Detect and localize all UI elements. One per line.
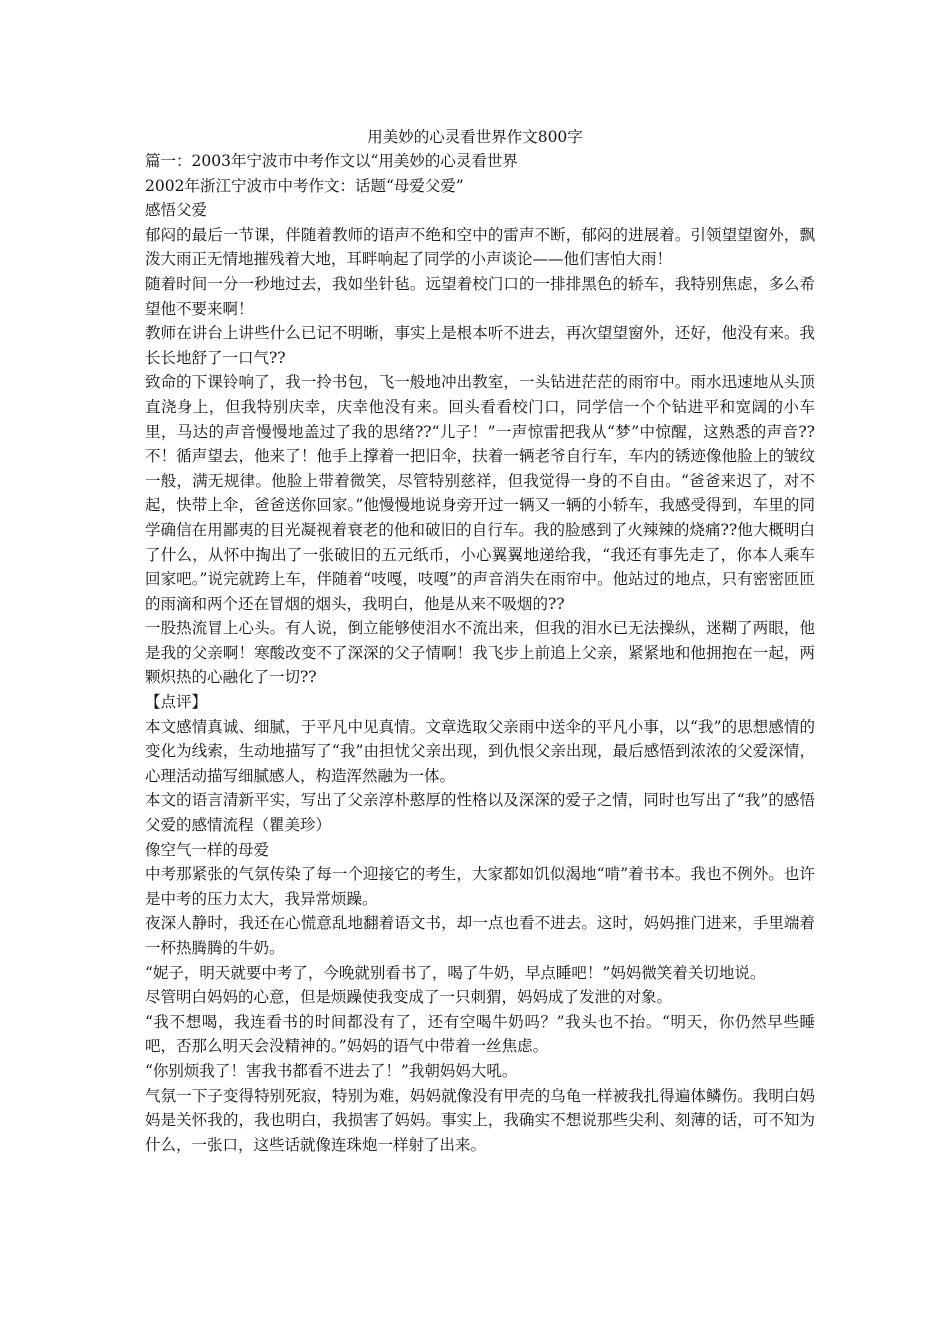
paragraph: 中考那紧张的气氛传染了每一个迎接它的考生，大家都如饥似渴地“啃”着书本。我也不例外。也许是中考的压力太大，我异常烦躁。 bbox=[145, 865, 815, 908]
document-title: 用美妙的心灵看世界作文800字 bbox=[367, 128, 583, 146]
paragraph: “你别烦我了！害我书都看不进去了！”我朝妈妈大吼。 bbox=[145, 1061, 518, 1080]
paragraph: 本文的语言清新平实，写出了父亲淳朴憨厚的性格以及深深的爱子之情，同时也写出了“我”的感悟父爱的感情流程（瞿美珍） bbox=[145, 791, 815, 835]
section-heading: 感悟父爱 bbox=[145, 201, 208, 220]
document-body bbox=[145, 149, 815, 1157]
paragraph: 教师在讲台上讲些什么已记不明晰，事实上是根本听不进去，再次望望窗外，还好，他没有来。我长长地舒了一口气?? bbox=[145, 324, 815, 367]
paragraph: 尽管明白妈妈的心意，但是烦躁使我变成了一只刺猬，妈妈成了发泄的对象。 bbox=[145, 988, 673, 1007]
paragraph: 篇一：2003年宁波市中考作文以“用美妙的心灵看世界 bbox=[145, 152, 518, 170]
paragraph: 致命的下课铃响了，我一拎书包，飞一般地冲出教室，一头钻进茫茫的雨帘中。雨水迅速地从头顶直浇身上，但我特别庆幸，庆幸他没有来。回头看看校门口，同学信一个个钻进平和宽阔的小车里，马达的声音慢慢地盖过了我的思绪??“儿子！”一声惊雷把我从“梦”中惊醒，这熟悉的声音??不！循声望去，他来了！他手上撑着一把旧伞，扶着一辆老爷自行车，车内的锈迹像他脸上的皱纹一般，满无规律。他脸上带着微笑，尽管特别慈祥，但我觉得一身的不自由。“爸爸来迟了，对不起，快带上伞，爸爸送你回家。”他慢慢地说身旁开过一辆又一辆的小轿车，我感受得到，车里的同学确信在用鄙夷的目光凝视着衰老的他和破旧的自行车。我的脸感到了火辣辣的烧痛??他大概明白了什么，从怀中掏出了一张破旧的五元纸币，小心翼翼地递给我，“我还有事先走了，你本人乘车回家吧。”说完就跨上车，伴随着“吱嘎，吱嘎”的声音消失在雨帘中。他站过的地点，只有密密匝匝的雨滴和两个还在冒烟的烟头，我明白，他是从来不吸烟的?? bbox=[145, 373, 815, 613]
paragraph: 郁闷的最后一节课，伴随着教师的语声不绝和空中的雷声不断，郁闷的进展着。引领望望窗外，飘泼大雨正无情地摧残着大地，耳畔响起了同学的小声谈论——他们害怕大雨！ bbox=[145, 225, 815, 269]
paragraph: 2002年浙江宁波市中考作文：话题“母爱父爱” bbox=[145, 176, 464, 195]
paragraph: 随着时间一分一秒地过去，我如坐针毡。远望着校门口的一排排黑色的轿车，我特别焦虑，多么希望他不要来啊！ bbox=[145, 274, 815, 318]
paragraph: 一股热流冒上心头。有人说，倒立能够使泪水不流出来，但我的泪水已无法操纵，迷糊了两眼，他是我的父亲啊！寒酸改变不了深深的父子情啊！我飞步上前追上父亲，紧紧地和他拥抱在一起，两颗炽热的心融化了一切?? bbox=[145, 619, 815, 687]
paragraph: “妮子，明天就要中考了，今晚就别看书了，喝了牛奶，早点睡吧！”妈妈微笑着关切地说。 bbox=[145, 963, 766, 982]
paragraph: 本文感情真诚、细腻，于平凡中见真情。文章选取父亲雨中送伞的平凡小事，以“我”的思想感情的变化为线索，生动地描写了“我”由担忧父亲出现，到仇恨父亲出现，最后感悟到浓浓的父爱深情，心理活动描写细腻感人，构造浑然融为一体。 bbox=[145, 717, 815, 785]
paragraph: “我不想喝，我连看书的时间都没有了，还有空喝牛奶吗？”我头也不抬。“明天，你仍然早些睡吧，否那么明天会没精神的。”妈妈的语气中带着一丝焦虑。 bbox=[145, 1012, 815, 1056]
section-heading: 【点评】 bbox=[145, 693, 208, 712]
paragraph: 气氛一下子变得特别死寂，特别为难，妈妈就像没有甲壳的乌龟一样被我扎得遍体鳞伤。我明白妈妈是关怀我的，我也明白，我损害了妈妈。事实上，我确实不想说那些尖利、刻薄的话，可不知为什么，一张口，这些话就像连珠炮一样射了出来。 bbox=[145, 1086, 815, 1154]
paragraph: 夜深人静时，我还在心慌意乱地翻着语文书，却一点也看不进去。这时，妈妈推门进来，手里端着一杯热腾腾的牛奶。 bbox=[145, 914, 815, 957]
section-heading: 像空气一样的母爱 bbox=[145, 840, 270, 859]
